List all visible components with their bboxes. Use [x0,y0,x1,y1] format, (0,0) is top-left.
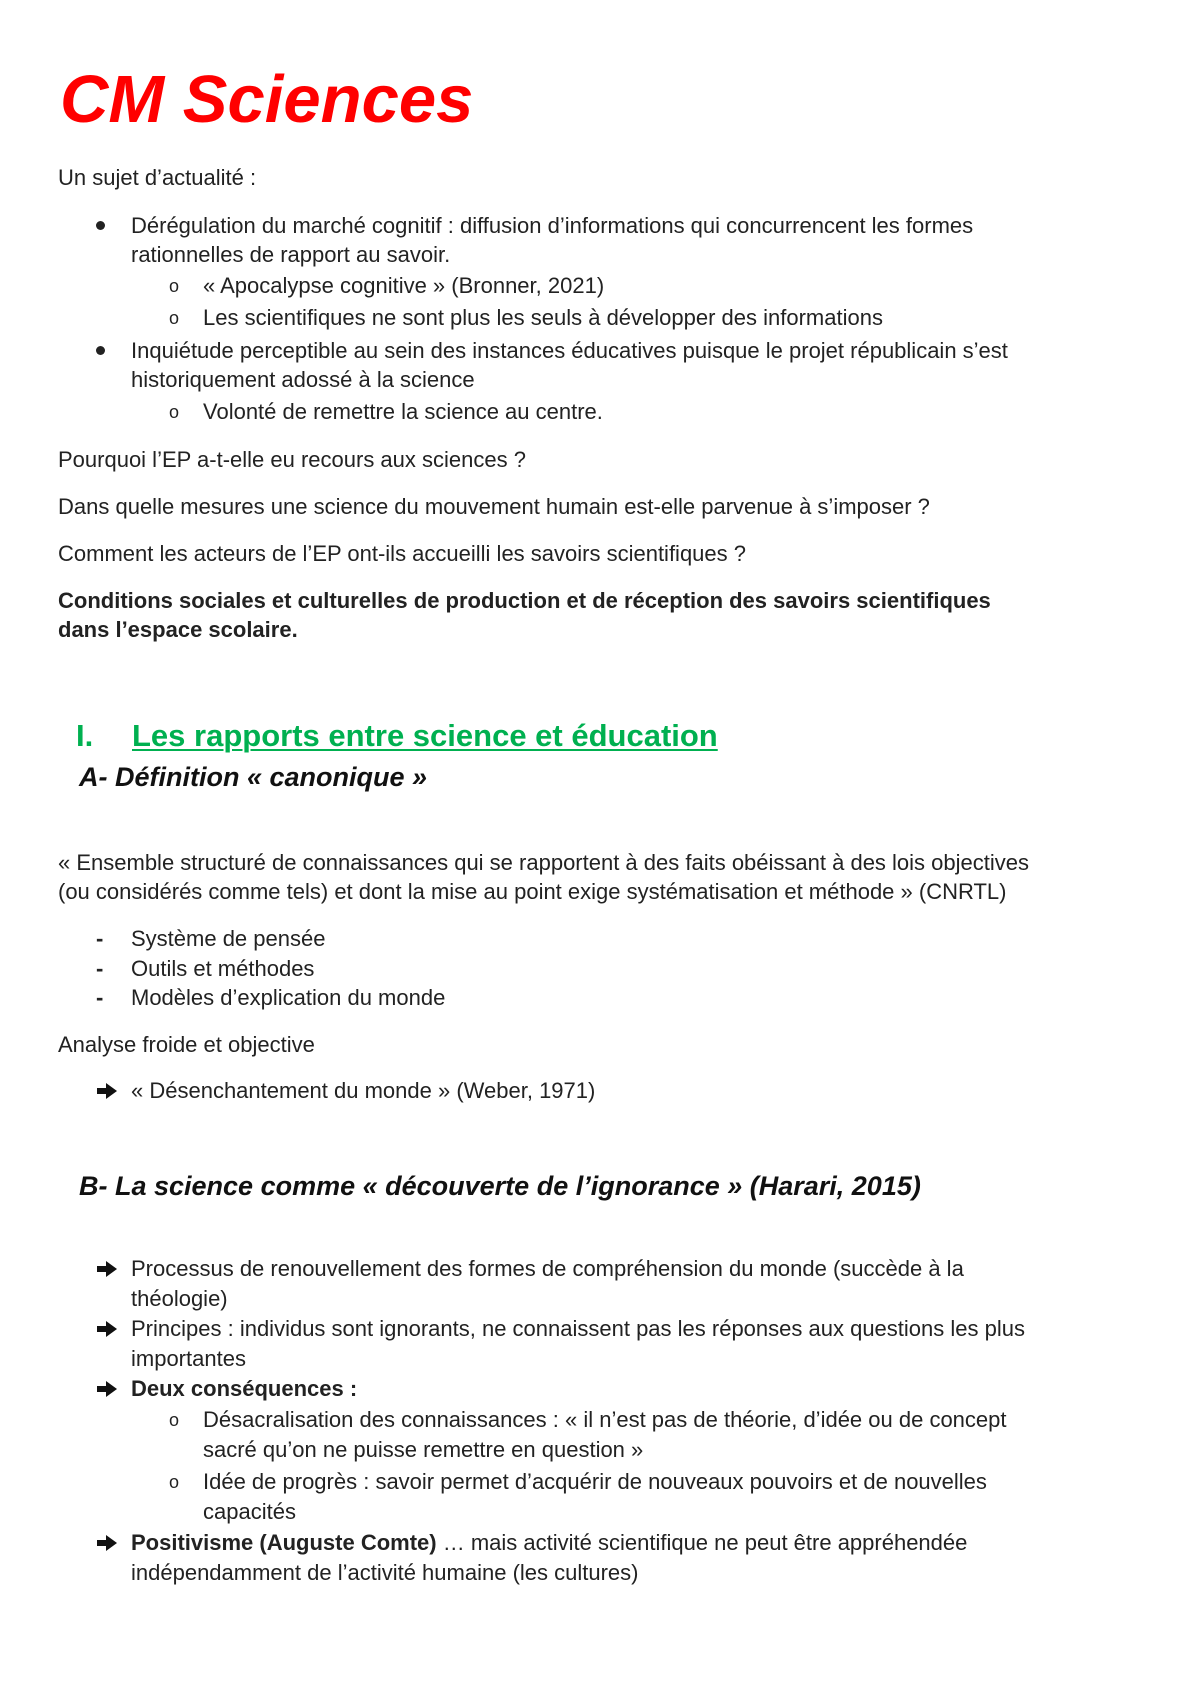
arrow-item [131,1529,967,1557]
question: Dans quelle mesures une science du mouvement humain est-elle parvenue à s’imposer ? [58,494,930,519]
section-title: Les rapports entre science et éducation [132,718,718,753]
question: Pourquoi l’EP a-t-elle eu recours aux sciences ? [58,447,526,472]
subsection-heading-b: B- La science comme « découverte de l’ignorance » (Harari, 2015) [79,1171,921,1201]
list-item-continuation: historiquement adossé à la science [131,367,475,392]
thesis-statement: Conditions sociales et culturelles de production et de réception des savoirs scientifiques [58,588,991,613]
arrow-right-icon [96,1081,118,1101]
arrow-item-continuation: théologie) [131,1286,228,1311]
list-subitem-continuation: sacré qu’on ne puisse remettre en question » [203,1437,644,1462]
arrow-right-icon [96,1379,118,1399]
list-subitem: « Apocalypse cognitive » (Bronner, 2021) [203,273,605,298]
arrow-item: Deux conséquences : [131,1376,358,1401]
circle-bullet-icon: o [169,1410,180,1430]
circle-bullet-icon: o [169,1472,180,1492]
arrow-right-icon [96,1259,118,1279]
circle-bullet-icon: o [169,276,180,296]
circle-bullet-icon: o [169,308,180,328]
list-subitem-continuation: capacités [203,1499,296,1524]
subsection-heading-a: A- Définition « canonique » [79,762,428,792]
dash-bullet-icon: - [96,956,104,981]
list-subitem: Idée de progrès : savoir permet d’acquérir de nouveaux pouvoirs et de nouvelles [203,1469,987,1494]
dash-bullet-icon: - [96,926,104,951]
list-item: Inquiétude perceptible au sein des instances éducatives puisque le projet républicain s’est [131,338,1008,363]
arrow-item: Principes : individus sont ignorants, ne connaissent pas les réponses aux questions les plus [131,1316,1025,1341]
list-subitem: Volonté de remettre la science au centre. [203,399,603,424]
arrow-item: Processus de renouvellement des formes de compréhension du monde (succède à la [131,1256,964,1281]
list-subitem: Les scientifiques ne sont plus les seuls à développer des informations [203,305,883,330]
definition-quote: « Ensemble structuré de connaissances qui se rapportent à des faits obéissant à des lois objectives [58,850,1029,875]
list-item: Système de pensée [131,926,326,951]
arrow-item-bold: Positivisme (Auguste Comte) [131,1530,437,1555]
thesis-statement-continuation: dans l’espace scolaire. [58,617,298,642]
arrow-item-continuation: importantes [131,1346,246,1371]
question: Comment les acteurs de l’EP ont-ils accueilli les savoirs scientifiques ? [58,541,746,566]
list-item: Outils et méthodes [131,956,315,981]
arrow-item-continuation: indépendamment de l’activité humaine (les cultures) [131,1560,639,1585]
page-title: CM Sciences [60,62,474,137]
definition-quote-continuation: (ou considérés comme tels) et dont la mise au point exige systématisation et méthode » (CNRTL) [58,879,1007,904]
list-item: Modèles d’explication du monde [131,985,446,1010]
intro-lead: Un sujet d’actualité : [58,165,257,190]
list-item: Dérégulation du marché cognitif : diffusion d’informations qui concurrencent les formes [131,213,974,238]
bullet-dot-icon [96,221,105,230]
section-number: I. [76,718,94,753]
arrow-right-icon [96,1533,118,1553]
analysis-text: Analyse froide et objective [58,1032,315,1057]
arrow-right-icon [96,1319,118,1339]
circle-bullet-icon: o [169,402,180,422]
arrow-item-rest: … mais activité scientifique ne peut être appréhendée [436,1530,968,1555]
arrow-item: « Désenchantement du monde » (Weber, 1971) [131,1078,596,1103]
bullet-dot-icon [96,346,105,355]
dash-bullet-icon: - [96,985,104,1010]
list-subitem: Désacralisation des connaissances : « il n’est pas de théorie, d’idée ou de concept [203,1407,1007,1432]
section-heading [76,718,718,754]
list-item-continuation: rationnelles de rapport au savoir. [131,242,451,267]
